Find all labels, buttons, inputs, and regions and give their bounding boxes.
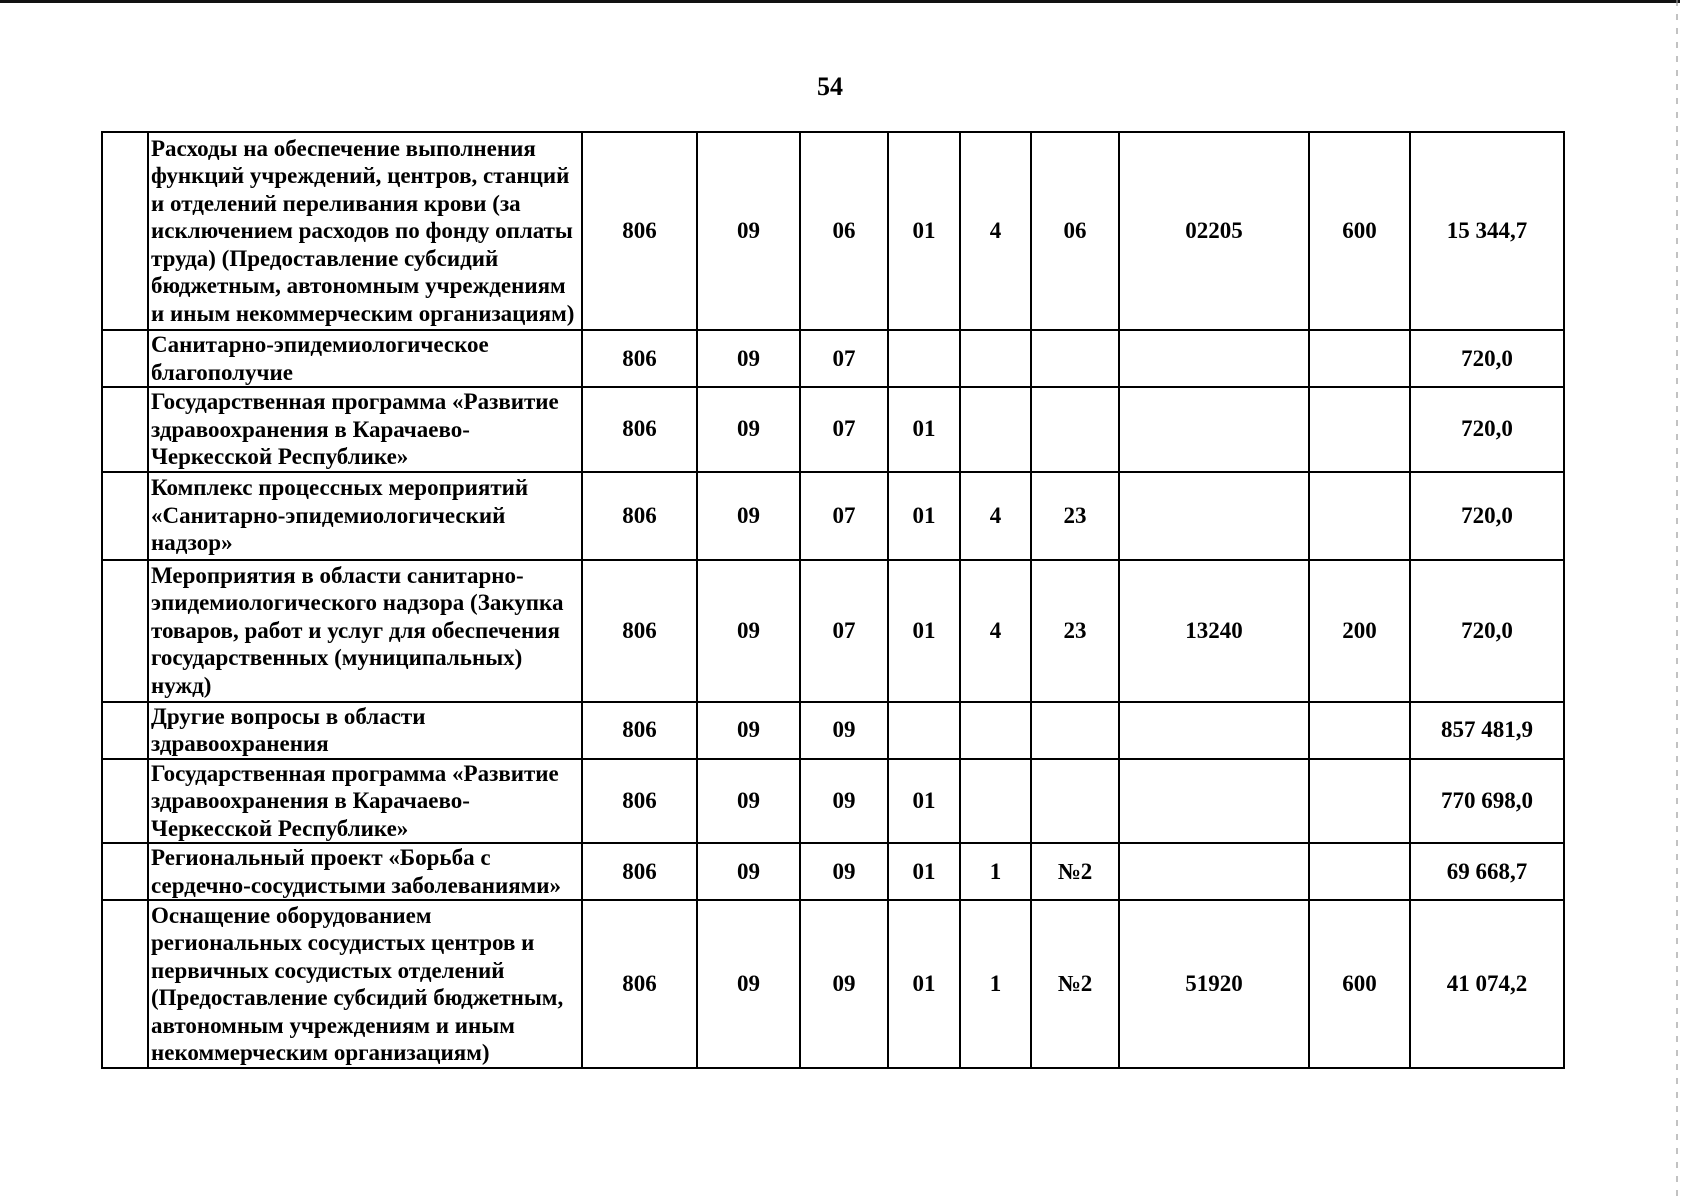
section-code: 09 <box>697 132 800 330</box>
subprogram-code <box>1031 759 1119 844</box>
section-code: 09 <box>697 900 800 1068</box>
table-row <box>102 472 1564 560</box>
subsection-code: 09 <box>800 759 888 844</box>
section-code: 09 <box>697 330 800 387</box>
subprogram-code: №2 <box>1031 843 1119 900</box>
expense-name: Региональный проект «Борьба с сердечно-сосудистыми заболеваниями» <box>148 843 582 900</box>
row-number-cell <box>102 900 148 1068</box>
subsection-code: 06 <box>800 132 888 330</box>
table-row <box>102 759 1564 844</box>
expense-name: Другие вопросы в области здравоохранения <box>148 702 582 759</box>
grbs-code: 806 <box>582 330 697 387</box>
direction-code <box>1119 330 1309 387</box>
table-row <box>102 843 1564 900</box>
table-row <box>102 330 1564 387</box>
subprogram-code: 23 <box>1031 560 1119 702</box>
expense-name: Санитарно-эпидемиологическое благополучие <box>148 330 582 387</box>
expense-type-code <box>1309 330 1410 387</box>
row-number-cell <box>102 702 148 759</box>
grbs-code: 806 <box>582 900 697 1068</box>
expense-name: Расходы на обеспечение выполнения функций учреждений, центров, станций и отделений переливания крови (за исключением расходов по фонду оплаты труда) (Предоставление субсидий бюджетным, автономным учреждениям и иным некоммерческим организациям) <box>148 132 582 330</box>
amount: 720,0 <box>1410 560 1564 702</box>
direction-code <box>1119 759 1309 844</box>
expense-type-code <box>1309 759 1410 844</box>
grbs-code: 806 <box>582 560 697 702</box>
expense-type-code <box>1309 387 1410 472</box>
subsection-code: 09 <box>800 702 888 759</box>
amount: 720,0 <box>1410 330 1564 387</box>
subsection-code: 07 <box>800 330 888 387</box>
amount: 720,0 <box>1410 472 1564 560</box>
row-number-cell <box>102 330 148 387</box>
expense-type-code <box>1309 702 1410 759</box>
type-code: 1 <box>960 900 1031 1068</box>
direction-code: 51920 <box>1119 900 1309 1068</box>
type-code <box>960 330 1031 387</box>
subsection-code: 09 <box>800 900 888 1068</box>
expense-type-code: 200 <box>1309 560 1410 702</box>
row-number-cell <box>102 132 148 330</box>
section-code: 09 <box>697 702 800 759</box>
type-code: 4 <box>960 472 1031 560</box>
subprogram-code: 06 <box>1031 132 1119 330</box>
program-code: 01 <box>888 560 960 702</box>
page-number: 54 <box>817 72 843 101</box>
table-row <box>102 387 1564 472</box>
subprogram-code: №2 <box>1031 900 1119 1068</box>
subprogram-code <box>1031 387 1119 472</box>
section-code: 09 <box>697 843 800 900</box>
type-code: 4 <box>960 560 1031 702</box>
expense-type-code: 600 <box>1309 132 1410 330</box>
budget-table <box>101 131 1565 1069</box>
direction-code <box>1119 472 1309 560</box>
type-code <box>960 387 1031 472</box>
amount: 720,0 <box>1410 387 1564 472</box>
grbs-code: 806 <box>582 702 697 759</box>
program-code: 01 <box>888 387 960 472</box>
program-code: 01 <box>888 759 960 844</box>
program-code <box>888 330 960 387</box>
amount: 857 481,9 <box>1410 702 1564 759</box>
amount: 41 074,2 <box>1410 900 1564 1068</box>
amount: 15 344,7 <box>1410 132 1564 330</box>
type-code: 1 <box>960 843 1031 900</box>
grbs-code: 806 <box>582 472 697 560</box>
expense-name: Оснащение оборудованием региональных сосудистых центров и первичных сосудистых отделений (Предоставление субсидий бюджетным, автономным учреждениям и иным некоммерческим организациям) <box>148 900 582 1068</box>
expense-type-code: 600 <box>1309 900 1410 1068</box>
section-code: 09 <box>697 387 800 472</box>
table-row <box>102 560 1564 702</box>
table-row <box>102 900 1564 1068</box>
direction-code: 02205 <box>1119 132 1309 330</box>
program-code: 01 <box>888 843 960 900</box>
row-number-cell <box>102 387 148 472</box>
subsection-code: 09 <box>800 843 888 900</box>
expense-type-code <box>1309 472 1410 560</box>
program-code: 01 <box>888 900 960 1068</box>
scan-edge <box>1676 0 1678 1200</box>
subprogram-code: 23 <box>1031 472 1119 560</box>
direction-code <box>1119 702 1309 759</box>
row-number-cell <box>102 560 148 702</box>
program-code: 01 <box>888 132 960 330</box>
direction-code <box>1119 843 1309 900</box>
row-number-cell <box>102 843 148 900</box>
direction-code <box>1119 387 1309 472</box>
expense-name: Государственная программа «Развитие здравоохранения в Карачаево-Черкесской Республике» <box>148 759 582 844</box>
subprogram-code <box>1031 702 1119 759</box>
subprogram-code <box>1031 330 1119 387</box>
type-code: 4 <box>960 132 1031 330</box>
amount: 770 698,0 <box>1410 759 1564 844</box>
program-code: 01 <box>888 472 960 560</box>
direction-code: 13240 <box>1119 560 1309 702</box>
expense-name: Мероприятия в области санитарно-эпидемиологического надзора (Закупка товаров, работ и услуг для обеспечения государственных (муниципальных) нужд) <box>148 560 582 702</box>
table-row <box>102 702 1564 759</box>
table-body <box>102 132 1564 1068</box>
section-code: 09 <box>697 759 800 844</box>
expense-name: Комплекс процессных мероприятий «Санитарно-эпидемиологический надзор» <box>148 472 582 560</box>
row-number-cell <box>102 472 148 560</box>
expense-type-code <box>1309 843 1410 900</box>
grbs-code: 806 <box>582 132 697 330</box>
table-row <box>102 132 1564 330</box>
section-code: 09 <box>697 560 800 702</box>
subsection-code: 07 <box>800 472 888 560</box>
grbs-code: 806 <box>582 759 697 844</box>
grbs-code: 806 <box>582 387 697 472</box>
subsection-code: 07 <box>800 560 888 702</box>
subsection-code: 07 <box>800 387 888 472</box>
type-code <box>960 759 1031 844</box>
expense-name: Государственная программа «Развитие здравоохранения в Карачаево-Черкесской Республике» <box>148 387 582 472</box>
section-code: 09 <box>697 472 800 560</box>
type-code <box>960 702 1031 759</box>
row-number-cell <box>102 759 148 844</box>
top-border-line <box>0 0 1680 3</box>
amount: 69 668,7 <box>1410 843 1564 900</box>
program-code <box>888 702 960 759</box>
grbs-code: 806 <box>582 843 697 900</box>
